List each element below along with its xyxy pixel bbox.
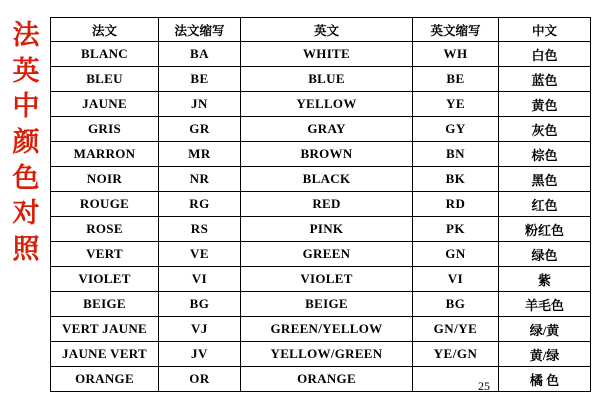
cell-chinese: 橘 色: [499, 367, 591, 392]
table-row: [51, 167, 591, 192]
cell-french: ROSE: [51, 217, 159, 242]
cell-french-abbr: VJ: [159, 317, 241, 342]
cell-english: ORANGE: [241, 367, 413, 392]
cell-english: GREEN/YELLOW: [241, 317, 413, 342]
vertical-title-char-4: 颜: [12, 126, 40, 157]
table-row: [51, 267, 591, 292]
table-row: [51, 192, 591, 217]
table-row: [51, 317, 591, 342]
cell-english: PINK: [241, 217, 413, 242]
vertical-title-char-2: 英: [12, 55, 40, 86]
cell-english-abbr: BN: [413, 142, 499, 167]
cell-chinese: 灰色: [499, 117, 591, 142]
column-header-chinese: 中文: [499, 18, 591, 42]
page-number: 25: [478, 379, 490, 393]
cell-french-abbr: NR: [159, 167, 241, 192]
cell-french-abbr: JV: [159, 342, 241, 367]
cell-french-abbr: BE: [159, 67, 241, 92]
vertical-title: [6, 18, 46, 267]
cell-french-abbr: VE: [159, 242, 241, 267]
table-row: [51, 342, 591, 367]
cell-french-abbr: OR: [159, 367, 241, 392]
cell-english: VIOLET: [241, 267, 413, 292]
cell-french: MARRON: [51, 142, 159, 167]
cell-english: BLACK: [241, 167, 413, 192]
cell-english: BROWN: [241, 142, 413, 167]
cell-french-abbr: RS: [159, 217, 241, 242]
cell-english: RED: [241, 192, 413, 217]
cell-english: GRAY: [241, 117, 413, 142]
cell-chinese: 黄/绿: [499, 342, 591, 367]
cell-english-abbr: RD: [413, 192, 499, 217]
cell-french: JAUNE VERT: [51, 342, 159, 367]
table-row: [51, 117, 591, 142]
cell-french: JAUNE: [51, 92, 159, 117]
cell-english: GREEN: [241, 242, 413, 267]
cell-english: WHITE: [241, 42, 413, 67]
column-header-english-abbr: 英文缩写: [413, 18, 499, 42]
cell-english-abbr: VI: [413, 267, 499, 292]
cell-french: ROUGE: [51, 192, 159, 217]
cell-french-abbr: GR: [159, 117, 241, 142]
vertical-title-char-7: 照: [12, 233, 40, 264]
table-row: [51, 67, 591, 92]
cell-french-abbr: MR: [159, 142, 241, 167]
cell-english-abbr: GN/YE: [413, 317, 499, 342]
cell-french-abbr: VI: [159, 267, 241, 292]
cell-french: VIOLET: [51, 267, 159, 292]
table-row: [51, 92, 591, 117]
table-row: [51, 367, 591, 392]
table-row: [51, 242, 591, 267]
cell-english: BLUE: [241, 67, 413, 92]
cell-english-abbr: GN: [413, 242, 499, 267]
column-header-french: 法文: [51, 18, 159, 42]
cell-english-abbr: BG: [413, 292, 499, 317]
cell-chinese: 羊毛色: [499, 292, 591, 317]
vertical-title-char-1: 法: [12, 20, 40, 50]
cell-french-abbr: RG: [159, 192, 241, 217]
table-header-row: [51, 18, 591, 42]
cell-english-abbr: GY: [413, 117, 499, 142]
cell-chinese: 蓝色: [499, 67, 591, 92]
cell-chinese: 黄色: [499, 92, 591, 117]
cell-chinese: 白色: [499, 42, 591, 67]
cell-french: BLANC: [51, 42, 159, 67]
cell-french: VERT: [51, 242, 159, 267]
cell-french: ORANGE: [51, 367, 159, 392]
color-translation-table: [50, 17, 591, 392]
table-row: [51, 217, 591, 242]
cell-english-abbr: WH: [413, 42, 499, 67]
column-header-english: 英文: [241, 18, 413, 42]
table-row: [51, 42, 591, 67]
cell-english: YELLOW: [241, 92, 413, 117]
cell-english-abbr: YE/GN: [413, 342, 499, 367]
cell-english-abbr: YE: [413, 92, 499, 117]
cell-english-abbr: BE: [413, 67, 499, 92]
table-row: [51, 142, 591, 167]
cell-chinese: 粉红色: [499, 217, 591, 242]
cell-english: YELLOW/GREEN: [241, 342, 413, 367]
table-row: [51, 292, 591, 317]
cell-french: GRIS: [51, 117, 159, 142]
cell-french: BEIGE: [51, 292, 159, 317]
cell-french: VERT JAUNE: [51, 317, 159, 342]
cell-chinese: 绿色: [499, 242, 591, 267]
cell-chinese: 红色: [499, 192, 591, 217]
cell-english-abbr: BK: [413, 167, 499, 192]
column-header-french-abbr: 法文缩写: [159, 18, 241, 42]
cell-chinese: 绿/黄: [499, 317, 591, 342]
vertical-title-char-6: 对: [12, 198, 40, 229]
color-table-container: [50, 17, 590, 392]
cell-english: BEIGE: [241, 292, 413, 317]
cell-french: BLEU: [51, 67, 159, 92]
vertical-title-char-5: 色: [12, 162, 40, 193]
cell-chinese: 紫: [499, 267, 591, 292]
vertical-title-char-3: 中: [12, 91, 40, 122]
cell-french-abbr: BG: [159, 292, 241, 317]
cell-chinese: 棕色: [499, 142, 591, 167]
cell-english-abbr: PK: [413, 217, 499, 242]
cell-french: NOIR: [51, 167, 159, 192]
cell-french-abbr: BA: [159, 42, 241, 67]
cell-french-abbr: JN: [159, 92, 241, 117]
cell-chinese: 黑色: [499, 167, 591, 192]
